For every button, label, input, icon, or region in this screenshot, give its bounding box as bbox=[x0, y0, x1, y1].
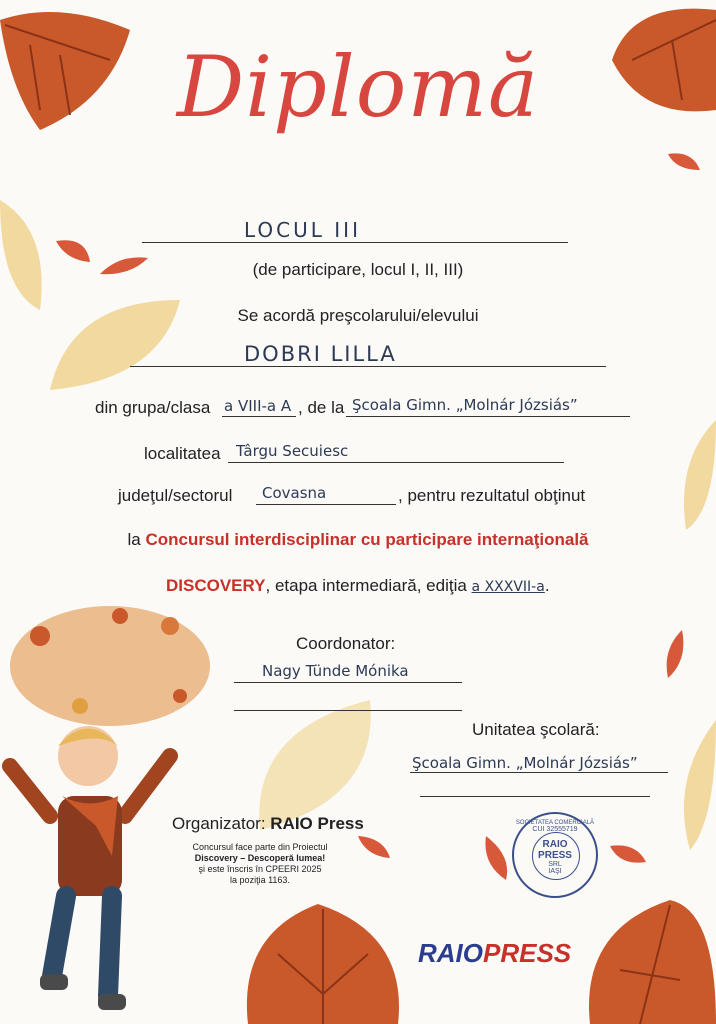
stamp-type: SRL bbox=[548, 861, 562, 868]
contest-name: Concursul interdisciplinar cu participare internaţională bbox=[145, 530, 589, 549]
small-leaf-6 bbox=[482, 836, 512, 882]
from-label: , de la bbox=[298, 398, 345, 417]
pale-leaf-right bbox=[676, 420, 716, 540]
locality-label: localitatea bbox=[144, 444, 221, 463]
stamp-top: SOCIETATEA COMERCIALĂ bbox=[515, 820, 595, 826]
official-stamp bbox=[512, 812, 598, 898]
footnote-line-3: şi este înscris în CPEERI 2025 bbox=[198, 864, 322, 874]
county-suffix: , pentru rezultatul obţinut bbox=[398, 486, 586, 505]
group-value: a VIII-a A bbox=[224, 397, 292, 415]
small-leaf-3 bbox=[668, 150, 702, 172]
county-label: judeţul/sectorul bbox=[118, 486, 233, 505]
footnote bbox=[160, 842, 360, 886]
pale-leaf-right-bottom bbox=[670, 720, 716, 860]
school-value: Şcoala Gimn. „Molnár Józsiás” bbox=[352, 396, 578, 414]
county-line bbox=[256, 504, 396, 505]
contest-line bbox=[0, 530, 716, 550]
school-line bbox=[346, 416, 630, 417]
edition-row bbox=[166, 576, 550, 596]
stamp-name-1: RAIO bbox=[542, 839, 568, 850]
student-name: DOBRI LILLA bbox=[244, 342, 397, 366]
small-leaf-7 bbox=[610, 842, 648, 866]
organizer bbox=[172, 814, 364, 834]
small-leaf-4 bbox=[662, 630, 688, 680]
footnote-line-2: Discovery – Descoperă lumea! bbox=[194, 853, 326, 863]
coordinator-line-1 bbox=[234, 682, 462, 683]
name-line bbox=[130, 366, 606, 367]
contest-prefix: la bbox=[127, 530, 141, 549]
locality-line bbox=[228, 462, 564, 463]
leaf-decoration-bottom-center bbox=[238, 894, 408, 1024]
logo-part-2: PRESS bbox=[483, 938, 572, 968]
child-illustration bbox=[0, 596, 220, 1024]
organizer-label: Organizator: bbox=[172, 814, 266, 833]
coordinator-label: Coordonator: bbox=[296, 634, 396, 653]
footnote-line-1: Concursul face parte din Proiectul bbox=[192, 842, 328, 852]
edition-suffix: . bbox=[544, 576, 550, 595]
edition-value: a XXXVII-a bbox=[471, 579, 545, 595]
school-unit-label: Unitatea şcolară: bbox=[472, 720, 600, 739]
logo-part-1: RAIO bbox=[418, 938, 483, 968]
place-note: (de participare, locul I, II, III) bbox=[252, 260, 464, 279]
county-value: Covasna bbox=[262, 484, 327, 502]
edition-name: DISCOVERY bbox=[166, 576, 266, 595]
locality-value: Târgu Secuiesc bbox=[236, 442, 349, 460]
school-unit-line-2 bbox=[420, 796, 650, 797]
raio-press-logo bbox=[418, 938, 571, 969]
small-leaf-5 bbox=[358, 834, 392, 860]
group-line bbox=[222, 416, 296, 417]
place-handwritten: LOCUL III bbox=[244, 218, 361, 242]
edition-text: , etapa intermediară, ediţia bbox=[265, 576, 467, 595]
school-unit-line-1 bbox=[410, 772, 668, 773]
place-line bbox=[142, 242, 568, 243]
coordinator-line-2 bbox=[234, 710, 462, 711]
leaf-decoration-bottom-right bbox=[580, 890, 716, 1024]
stamp-name-2: PRESS bbox=[538, 850, 572, 861]
pale-leaf-left-top bbox=[0, 190, 50, 320]
stamp-cui: CUI 32555719 bbox=[532, 826, 578, 833]
school-unit-value: Şcoala Gimn. „Molnár Józsiás” bbox=[412, 754, 638, 772]
stamp-city: IAŞI bbox=[548, 868, 562, 875]
organizer-name: RAIO Press bbox=[270, 814, 364, 833]
coordinator-name: Nagy Tünde Mónika bbox=[262, 662, 409, 680]
footnote-line-4: la poziţia 1163. bbox=[230, 875, 290, 885]
group-label: din grupa/clasa bbox=[95, 398, 211, 417]
diploma-title: Diplomă bbox=[176, 38, 540, 136]
award-text: Se acordă preşcolarului/elevului bbox=[237, 306, 479, 325]
